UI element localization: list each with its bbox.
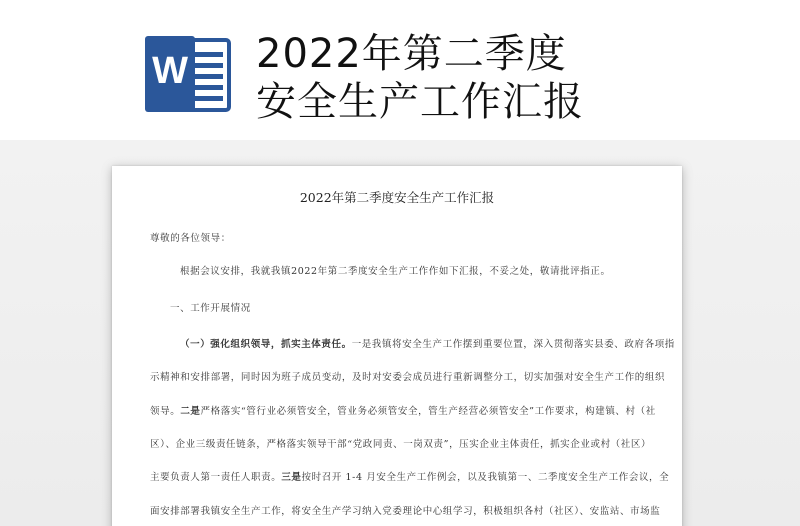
paragraph-line: 示精神和安排部署，同时因为班子成员变动，及时对安委会成员进行重新调整分工，切实加强对安全生产工作的组织	[150, 372, 666, 383]
paragraph-line	[150, 403, 656, 417]
bold-run: 三是	[281, 472, 302, 483]
bold-run: 二是	[180, 406, 201, 417]
section-heading: 一、工作开展情况	[170, 303, 251, 314]
bold-lead: （一）强化组织领导，抓实主体责任。	[180, 339, 352, 350]
logo-letter: W	[152, 50, 188, 92]
text-run: 严格落实“管行业必须管安全，管业务必须管安全，管生产经营必须管安全”工作要求，构建镇、村（社	[200, 406, 656, 417]
word-document-icon	[143, 34, 235, 114]
text-run: 主要负责人第一责任人职责。	[150, 472, 282, 483]
paragraph-line	[180, 336, 675, 350]
text-run: 按时召开 1-4 月安全生产工作例会，以及我镇第一、二季度安全生产工作会议，全	[301, 472, 670, 483]
document-title: 2022年第二季度安全生产工作汇报	[299, 190, 495, 205]
text-run: 领导。	[150, 406, 181, 417]
banner-title-line1: 2022年第二季度	[256, 31, 567, 77]
banner-title	[256, 30, 584, 126]
intro-paragraph: 根据会议安排，我就我镇2022年第二季度安全生产工作作如下汇报，不妥之处，敬请批评指正。	[180, 266, 611, 277]
paragraph-line	[150, 469, 669, 483]
header-banner	[0, 0, 800, 140]
paragraph-line: 面安排部署我镇安全生产工作，将安全生产学习纳入党委理论中心组学习，积极组织各村（社区）、安监站、市场监	[150, 506, 661, 517]
document-page	[112, 166, 682, 526]
salutation: 尊敬的各位领导：	[150, 233, 231, 244]
paragraph-line: 区）、企业三级责任链条，严格落实领导干部“党政同责、一岗双责”，压实企业主体责任，抓实企业或村（社区）	[150, 439, 652, 450]
banner-title-line2: 安全生产工作汇报	[256, 79, 584, 125]
text-run: 一是我镇将安全生产工作摆到重要位置，深入贯彻落实县委、政府各项指	[351, 339, 675, 350]
